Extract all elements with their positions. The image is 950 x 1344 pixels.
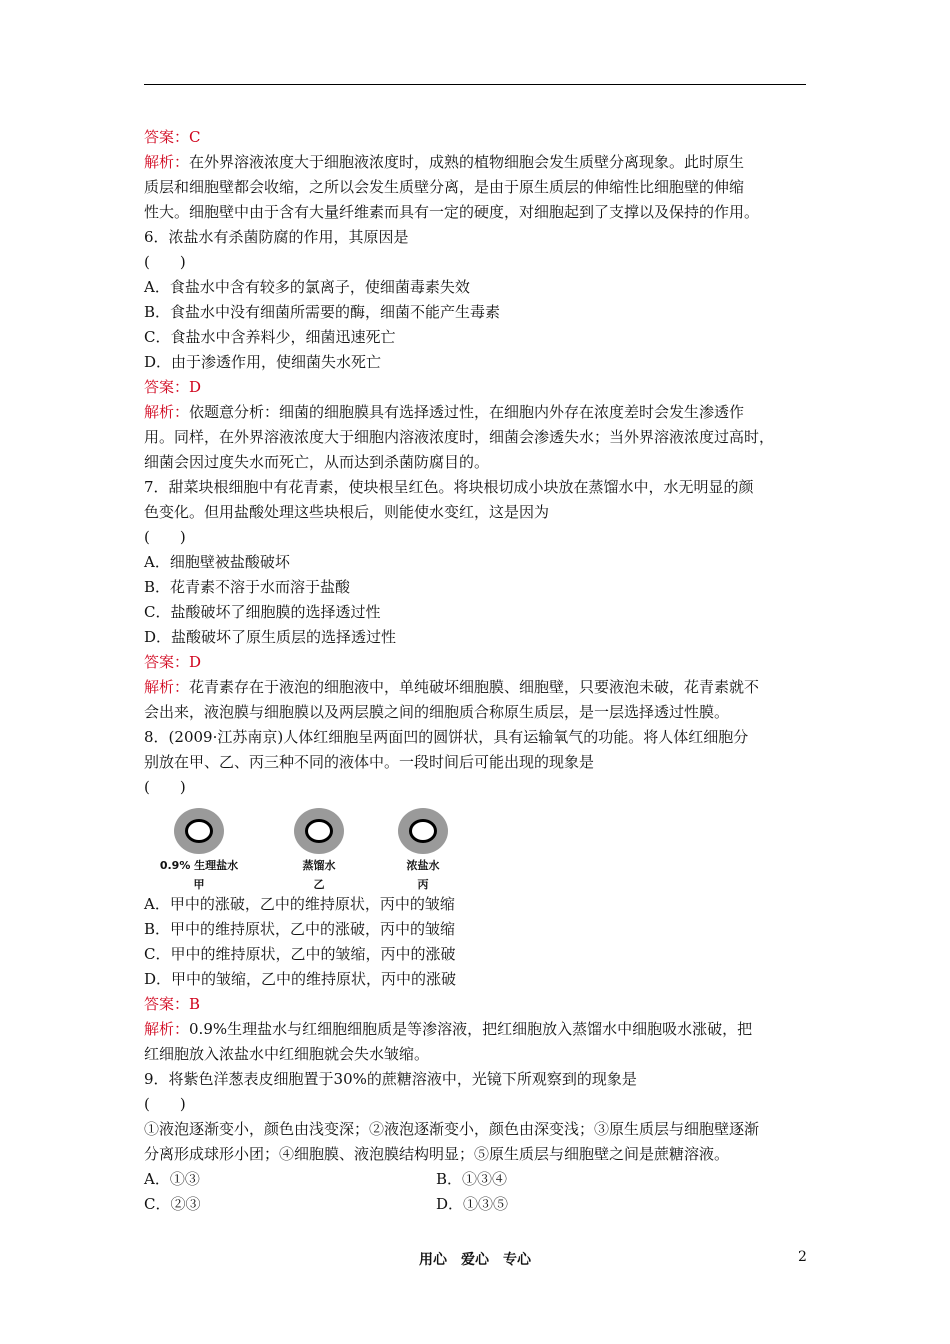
question-7-stem-line-1: 7．甜菜块根细胞中有花青素，使块根呈红色。将块根切成小块放在蒸馏水中，水无明显的颜 xyxy=(144,478,754,496)
analysis-6-line-2: 用。同样，在外界溶液浓度大于细胞内溶液浓度时，细菌会渗透失水；当外界溶液浓度过高时， xyxy=(144,428,775,446)
figure-label: 蒸馏水 xyxy=(302,859,336,872)
question-7-option-b: B．花青素不溶于水而溶于盐酸 xyxy=(144,578,351,596)
analysis-7-line-2: 会出来，液泡膜与细胞膜以及两层膜之间的细胞质合称原生质层，是一层选择透过性膜。 xyxy=(144,703,730,721)
answer-5: 答案：C xyxy=(144,128,201,146)
question-9-stem: 9．将紫色洋葱表皮细胞置于30%的蔗糖溶液中，光镜下所观察到的现象是 xyxy=(144,1070,637,1088)
question-8-option-c: C．甲中的维持原状，乙中的皱缩，丙中的涨破 xyxy=(144,945,456,963)
figure-tag: 甲 xyxy=(193,878,205,891)
analysis-label: 解析： xyxy=(144,403,190,421)
question-7-paren: ( ) xyxy=(144,528,186,546)
analysis-label: 解析： xyxy=(144,678,190,696)
figure-label: 浓盐水 xyxy=(406,859,440,872)
analysis-5-line-1: 解析：在外界溶液浓度大于细胞液浓度时，成熟的植物细胞会发生质壁分离现象。此时原生 xyxy=(144,153,745,171)
question-9-paren: ( ) xyxy=(144,1095,186,1113)
analysis-5-line-2: 质层和细胞壁都会收缩，之所以会发生质壁分离，是由于原生质层的伸缩性比细胞壁的伸缩 xyxy=(144,178,745,196)
question-8-option-d: D．甲中的皱缩，乙中的维持原状，丙中的涨破 xyxy=(144,970,457,988)
red-blood-cell-figure xyxy=(144,808,812,890)
figure-tag: 丙 xyxy=(417,878,429,891)
question-8-option-a: A．甲中的涨破，乙中的维持原状，丙中的皱缩 xyxy=(144,895,455,913)
figure-label: 0.9% 生理盐水 xyxy=(159,859,239,872)
cell-ring-icon xyxy=(398,808,448,854)
analysis-6-line-3: 细菌会因过度失水而死亡，从而达到杀菌防腐目的。 xyxy=(144,453,490,471)
question-6-stem: 6．浓盐水有杀菌防腐的作用，其原因是 xyxy=(144,228,409,246)
cell-ring-icon xyxy=(294,808,344,854)
question-8-stem-line-2: 别放在甲、乙、丙三种不同的液体中。一段时间后可能出现的现象是 xyxy=(144,753,595,771)
header-rule xyxy=(144,84,806,85)
analysis-7-line-1: 解析：花青素存在于液泡的细胞液中，单纯破坏细胞膜、细胞壁，只要液泡未破，花青素就不 xyxy=(144,678,760,696)
question-9-option-c: C．②③ xyxy=(144,1195,201,1213)
question-6-paren: ( ) xyxy=(144,253,186,271)
question-6-option-c: C．食盐水中含养料少，细菌迅速死亡 xyxy=(144,328,396,346)
analysis-5-line-3: 性大。细胞壁中由于含有大量纤维素而具有一定的硬度，对细胞起到了支撑以及保持的作用。 xyxy=(144,203,760,221)
question-7-option-a: A．细胞壁被盐酸破坏 xyxy=(144,553,290,571)
question-9-options-row-1 xyxy=(144,1167,812,1192)
answer-8: 答案：B xyxy=(144,995,201,1013)
question-7-option-c: C．盐酸破坏了细胞膜的选择透过性 xyxy=(144,603,381,621)
figure-tag: 乙 xyxy=(313,878,325,891)
question-6-option-b: B．食盐水中没有细菌所需要的酶，细菌不能产生毒素 xyxy=(144,303,501,321)
page-number: 2 xyxy=(798,1249,807,1265)
analysis-label: 解析： xyxy=(144,153,190,171)
question-9-option-a: A．①③ xyxy=(144,1170,200,1188)
question-9-options-row-2 xyxy=(144,1192,812,1217)
answer-6: 答案：D xyxy=(144,378,202,396)
question-9-body-line-1: ①液泡逐渐变小，颜色由浅变深；②液泡逐渐变小，颜色由深变浅；③原生质层与细胞壁逐渐 xyxy=(144,1120,760,1138)
analysis-8-line-2: 红细胞放入浓盐水中红细胞就会失水皱缩。 xyxy=(144,1045,430,1063)
figure-cell-yi xyxy=(264,808,374,892)
cell-ring-icon xyxy=(174,808,224,854)
question-9-option-b: B．①③④ xyxy=(436,1170,508,1188)
question-8-stem-line-1: 8．(2009·江苏南京)人体红细胞呈两面凹的圆饼状，具有运输氧气的功能。将人体红细胞分 xyxy=(144,728,749,746)
question-8-option-b: B．甲中的维持原状，乙中的涨破，丙中的皱缩 xyxy=(144,920,456,938)
page-content xyxy=(144,125,812,1217)
question-9-option-d: D．①③⑤ xyxy=(436,1195,509,1213)
question-8-paren: ( ) xyxy=(144,778,186,796)
analysis-6-line-1: 解析：依题意分析：细菌的细胞膜具有选择透过性，在细胞内外存在浓度差时会发生渗透作 xyxy=(144,403,745,421)
figure-cell-bing xyxy=(368,808,478,892)
page-footer: 用心 爱心 专心 xyxy=(419,1252,531,1268)
question-7-option-d: D．盐酸破坏了原生质层的选择透过性 xyxy=(144,628,397,646)
question-7-stem-line-2: 色变化。但用盐酸处理这些块根后，则能使水变红，这是因为 xyxy=(144,503,550,521)
figure-cell-jia xyxy=(144,808,254,892)
question-9-body-line-2: 分离形成球形小团；④细胞膜、液泡膜结构明显；⑤原生质层与细胞壁之间是蔗糖溶液。 xyxy=(144,1145,730,1163)
answer-7: 答案：D xyxy=(144,653,202,671)
question-6-option-d: D．由于渗透作用，使细菌失水死亡 xyxy=(144,353,382,371)
analysis-8-line-1: 解析：0.9%生理盐水与红细胞细胞质是等渗溶液，把红细胞放入蒸馏水中细胞吸水涨破，把 xyxy=(144,1020,753,1038)
analysis-label: 解析： xyxy=(144,1020,190,1038)
question-6-option-a: A．食盐水中含有较多的氯离子，使细菌毒素失效 xyxy=(144,278,470,296)
